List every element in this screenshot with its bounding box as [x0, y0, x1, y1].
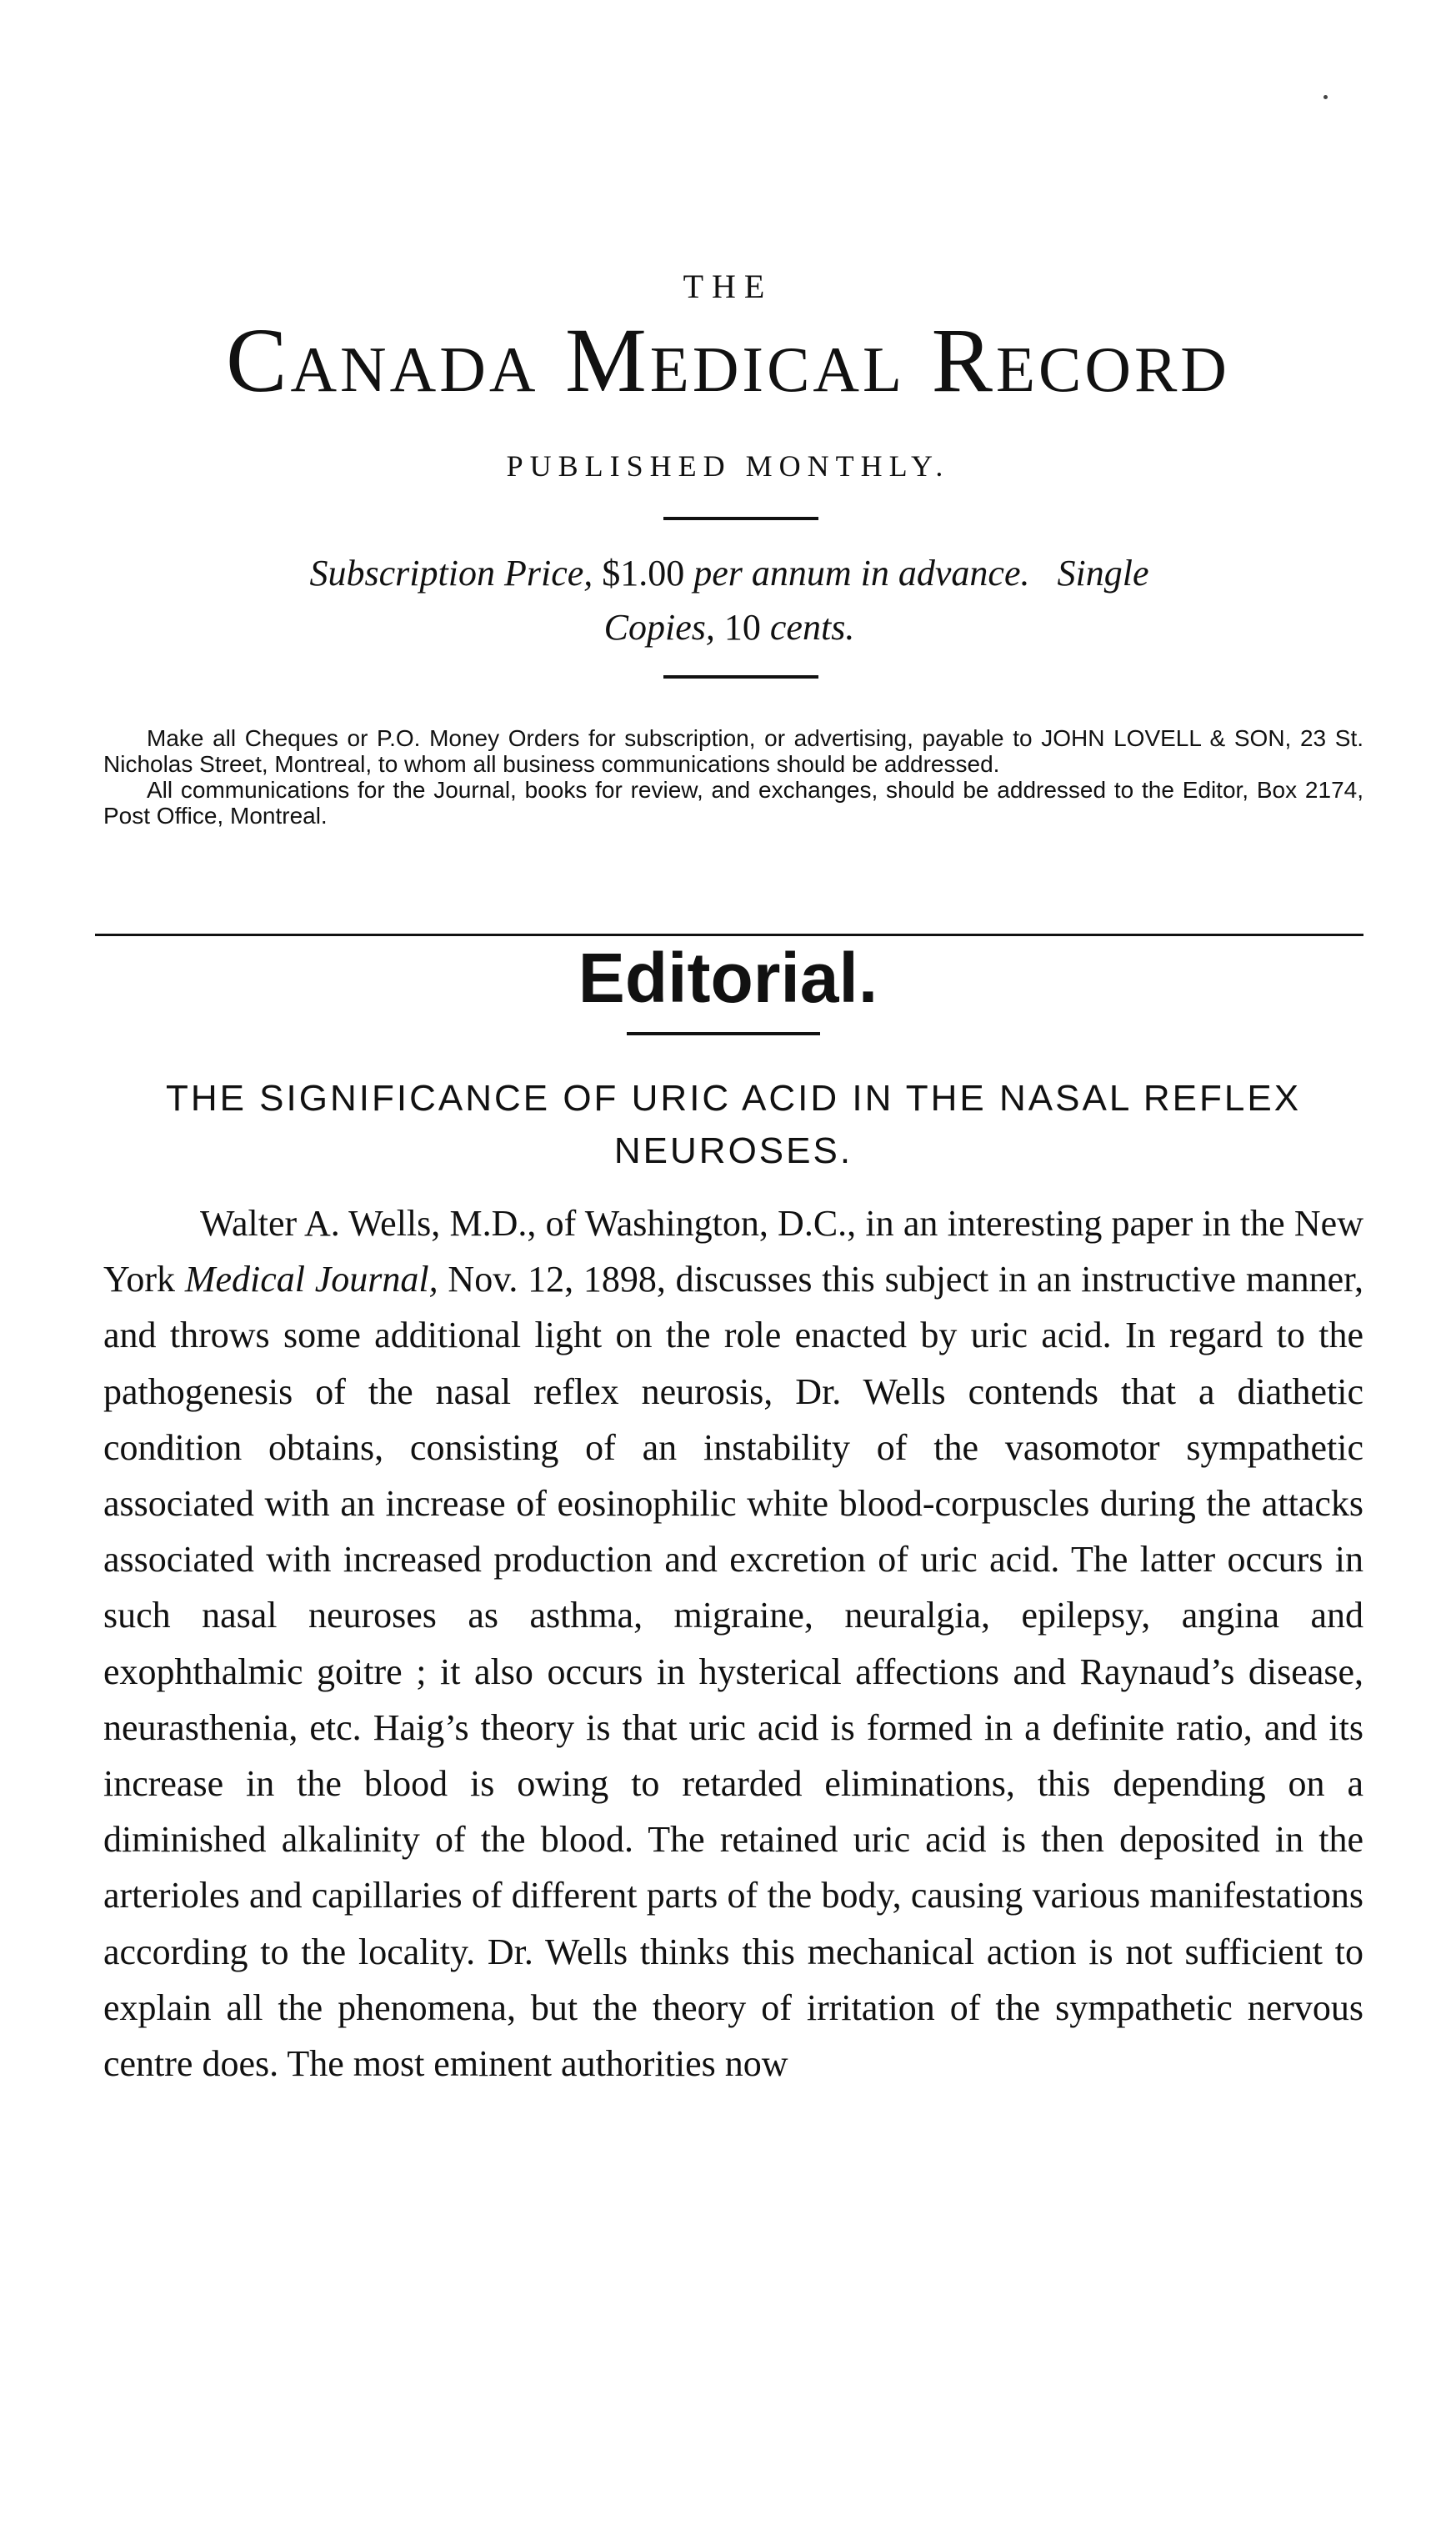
notice-paragraph: Make all Cheques or P.O. Money Orders for subscription, or advertising, payable to JOHN LOVELL & SON, 23 St. Nicholas Street, Montreal, to whom all business communications should be addressed.: [103, 725, 1363, 777]
masthead-the: THE: [683, 268, 773, 305]
article-paragraph: [103, 1195, 1363, 2092]
publisher-notice: [103, 725, 1363, 829]
cents-label: cents.: [769, 607, 855, 648]
notice-paragraph: All communications for the Journal, books for review, and exchanges, should be addressed to the Editor, Box 2174, Post Office, Montreal.: [103, 777, 1363, 829]
subscription-terms: per annum in advance.: [693, 553, 1030, 594]
section-title: Editorial.: [578, 939, 878, 1017]
divider-rule: [663, 517, 818, 520]
body-text-1: Walter A. Wells, M.D., of Washington, D.C., in an interesting paper in the New York: [103, 1203, 1363, 1300]
subscription-info: [117, 546, 1342, 654]
single-label: Single: [1057, 553, 1149, 594]
title-underline: [627, 1032, 820, 1035]
stray-mark: [1323, 95, 1328, 99]
divider-rule: [663, 675, 818, 679]
body-text-2: Nov. 12, 1898, discusses this subject in an instructive manner, and throws some additional light on the role enacted by uric acid. In regard to the pathogenesis of the nasal reflex neurosis, Dr. Wells contends that a diathetic condition obtains, consisting of an instability of the vasomotor sympathetic associated with an increase of eosinophilic white blood-corpuscles during the attacks associated with increased production and excretion of uric acid. The latter occurs in such nasal neuroses as asthma, migraine, neuralgia, epilepsy, angina and exophthalmic goitre ; it also occurs in hysterical affections and Raynaud’s disease, neurasthenia, etc. Haig’s theory is that uric acid is formed in a definite ratio, and its increase in the blood is owing to retarded eliminations, this depending on a diminished alkalinity of the blood. The retained uric acid is then deposited in the arterioles and capillaries of different parts of the body, causing various manifestations according to the locality. Dr. Wells thinks this mechanical action is not sufficient to explain all the phenomena, but the theory of irritation of the sympathetic nervous centre does. The most eminent authorities now: [103, 1259, 1363, 2085]
journal-title: Canada Medical Record: [226, 309, 1230, 411]
article-title: THE SIGNIFICANCE OF URIC ACID IN THE NASAL REFLEX NEUROSES.: [165, 1078, 1302, 1171]
subscription-price: $1.00: [602, 553, 685, 594]
subscription-label: Subscription Price,: [309, 553, 593, 594]
publication-frequency: PUBLISHED MONTHLY.: [506, 449, 950, 483]
section-divider: [95, 934, 1363, 936]
journal-name: Medical Journal,: [184, 1259, 438, 1300]
article-body: [103, 1195, 1363, 2092]
copies-label: Copies,: [603, 607, 715, 648]
copies-price: 10: [723, 607, 761, 648]
